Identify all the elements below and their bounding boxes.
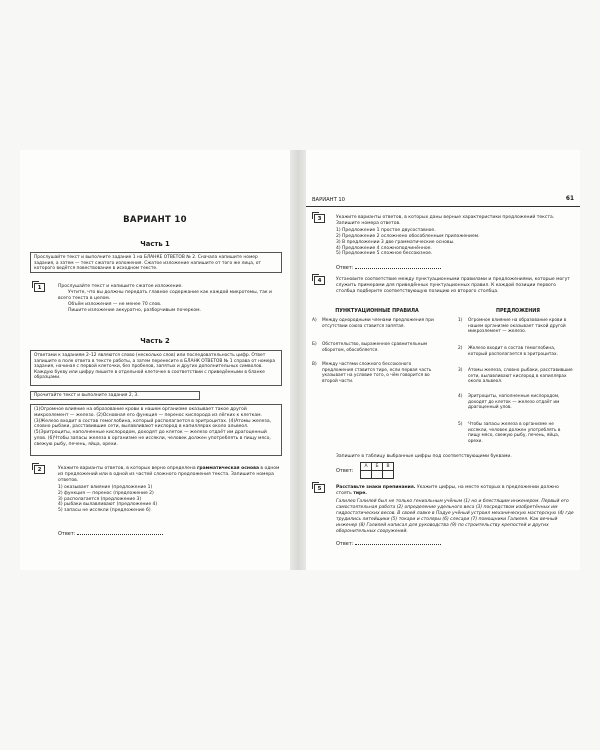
rule-text: Обстоятельство, выраженное сравнительным оборотом, обособляется. [322, 342, 428, 353]
task-number-1: 1 [34, 283, 45, 292]
task3-option: 3) В предложении 3 две грамматические основы. [336, 239, 455, 245]
task3-option: 4) Предложение 4 сложноподчинённое. [336, 245, 432, 251]
rule-item [312, 362, 444, 390]
task2-option: 4) рыбаки вылавливают (предложение 4) [58, 502, 158, 508]
answer-cell-b[interactable] [372, 471, 383, 479]
task2-answer [58, 530, 163, 537]
part1-instructions-text: Прослушайте текст и выполните задание 1 на БЛАНКЕ ОТВЕТОВ № 2. Сначала напишите номер задания, а затем — текст сжатого изложения. Сжатое изложение напишите от того же лица, от которого ведётся повествование в исходном тексте. [34, 255, 261, 272]
task3-prompt: Укажите варианты ответов, в которых даны верные характеристики предложений текста. Запишите номера ответов. [336, 215, 555, 226]
task-number-4: 4 [314, 276, 325, 285]
task1-line: Учтите, что вы должны передать главное содержание как каждой микротемы, так и всего текста в целом. [58, 289, 272, 301]
task1-line: Пишите изложение аккуратно, разборчивым почерком. [68, 307, 201, 313]
part2-instructions-text: Ответами к заданиям 2–12 являются слово (несколько слов) или последовательность цифр. Ответ запишите в поле ответа в тексте работы, а затем перенесите в БЛАНК ОТВЕТОВ № 1 справа от номера задания, начиная с первой клеточки, без пробелов, запятых и других дополнительных символов. Каждую букву или цифру пишите в отдельной клеточке в соответствии с приведёнными в бланке образцами. [34, 353, 276, 381]
sentence-text: Чтобы запасы железа в организме не иссякли, человек должен употреблять в пищу мясо, свежую рыбу, печень, яйца, орехи. [468, 422, 561, 444]
task3-option: 5) Предложение 5 сложное бессоюзное. [336, 251, 433, 257]
answer-cell-v[interactable] [383, 471, 394, 479]
table-header-a: А [361, 463, 372, 471]
table-header-v: В [383, 463, 394, 471]
task5-prompt-bold2: тире. [353, 490, 368, 496]
sentences-column-heading: ПРЕДЛОЖЕНИЯ [495, 309, 540, 314]
part1-heading: Часть 1 [140, 240, 170, 248]
task-number-3: 3 [314, 214, 325, 223]
table-instruction: Запишите в таблицу выбранные цифры под соответствующими буквами. [336, 454, 512, 459]
part2-heading: Часть 2 [140, 337, 170, 345]
answer-cell-a[interactable] [361, 471, 372, 479]
running-header [306, 196, 580, 207]
source-text: (1)Огромное влияние на образование крови в нашем организме оказывает такое другой микроэлемент — железо. (2)Основная его функция — перенос кислорода из лёгких к клеткам. (3)Железо входит в состав гемоглобина, который располагается в эритроцитах. (4)Атомы железа, словно рыбаки, расставившие сети, вылавливают кислород в капиллярах около альвеол. (5)Эритроциты, наполненные кислородом, доходят до клеток — железо отдаёт им драгоценный улов. (6)Чтобы запасы железа в организме не иссякли, человек должен употреблять в пищу мясо, свежую рыбу, печень, яйца, орехи. [34, 407, 272, 447]
sentence-number: 2) [458, 346, 463, 351]
part1-instructions [30, 252, 282, 273]
answer-label: Ответ: [336, 265, 354, 271]
task2-option: 2) функция — перенос (предложение 2) [58, 490, 154, 496]
read-instruction-text: Прочитайте текст и выполните задания 2, 3. [34, 393, 139, 398]
task1-body [58, 284, 280, 314]
page-number: 61 [565, 196, 574, 202]
sentence-item [458, 368, 576, 392]
task2-option: 1) оказывает влияние (предложение 1) [58, 484, 153, 490]
sentence-text: Эритроциты, наполненные кислородом, доходят до клеток — железо отдаёт им драгоценный улов. [468, 394, 560, 410]
task3-option: 1) Предложение 1 простое двусоставное. [336, 227, 436, 233]
answer-table [360, 462, 394, 479]
part2-instructions [30, 350, 282, 386]
sentence-text: Железо входит в состав гемоглобина, который располагается в эритроцитах. [468, 346, 558, 357]
sentence-text: Огромное влияние на образование крови в нашем организме оказывает такой другой микроэлемент — железо. [468, 318, 567, 334]
source-text-box [30, 404, 282, 456]
task3-answer [336, 264, 441, 271]
book-gutter [290, 150, 306, 570]
rule-item [312, 342, 444, 362]
running-header-title: ВАРИАНТ 10 [312, 197, 345, 203]
sentence-number: 3) [458, 368, 463, 373]
task5-answer-field[interactable] [355, 540, 441, 545]
task4-prompt: Установите соответствие между пунктуационными правилами и предложениями, которые могут служить примерами для приведённых пунктуационных правил. К каждой позиции первого столбца подберите соответствующую позицию из второго столбца. [336, 277, 570, 294]
sentence-number: 1) [458, 318, 463, 323]
task-number-5: 5 [314, 484, 325, 493]
answer-label: Ответ: [58, 531, 76, 537]
task5-text: Галилео Галилей был не только гениальным учёным (1) но и блестящим инженером. Первый его самостоятельная работа (2) определение удельного веса (3) посредством изобретённых им гидростатических весов. В своей лавке в Падуе учёный устроил механическую мастерскую (4) где трудились литейщики (5) токари и столяры (6) слесари (7) помощники Галилея. Как вечный инженер (8) Галилей написал для руководства (9) по строительству крепостей и других оборонительных сооружений. [336, 499, 574, 534]
answer-label: Ответ: [336, 541, 354, 547]
variant-title: ВАРИАНТ 10 [123, 215, 187, 225]
sentence-number: 4) [458, 394, 463, 399]
task3-body [336, 215, 574, 257]
sentence-number: 5) [458, 422, 463, 427]
task3-option: 2) Предложение 2 осложнено обособленным приложением. [336, 233, 480, 239]
sentence-item [458, 422, 576, 452]
sentence-item [458, 346, 576, 364]
rules-column-heading: ПУНКТУАЦИОННЫЕ ПРАВИЛА [335, 309, 419, 314]
sentence-text: Атомы железа, словно рыбаки, расставившие сети, вылавливают кислород в капиллярах около альвеол. [468, 368, 573, 384]
task2-option: 3) располагается (предложение 3) [58, 496, 142, 502]
task2-prompt-bold: грамматическая основа [197, 466, 259, 471]
read-instruction-box [30, 391, 200, 400]
task2-body [58, 466, 280, 514]
task4-answer-label: Ответ: [336, 468, 354, 474]
task5-prompt-text: Укажите цифры, на месте которых в предложении должно стоять [336, 485, 559, 496]
task2-prompt-b: в одном из предложений или в одной из частей сложного предложения текста. Запишите номера ответов. [58, 466, 280, 483]
task3-answer-field[interactable] [355, 264, 441, 269]
sentence-item [458, 394, 576, 420]
task5-answer [336, 540, 441, 547]
task5-prompt-bold: Расставьте знаки препинания. [336, 485, 416, 490]
task-number-2: 2 [34, 465, 45, 474]
task1-line: Объём изложения — не менее 70 слов. [68, 301, 162, 307]
table-header-b: Б [372, 463, 383, 471]
rule-letter: В) [312, 362, 317, 367]
task2-option: 5) запасы не иссякли (предложение 6) [58, 508, 151, 514]
rule-text: Между однородными членами предложения при отсутствии союза ставится запятая. [322, 318, 434, 329]
task1-line: Прослушайте текст и напишите сжатое изложение. [58, 284, 183, 289]
task5-prompt [336, 485, 574, 497]
rule-letter: Б) [312, 342, 317, 347]
rule-letter: А) [312, 318, 317, 323]
task2-answer-field[interactable] [77, 530, 163, 535]
task2-prompt-a: Укажите варианты ответов, в которых верно определена [58, 466, 198, 471]
rule-text: Между частями сложного бессоюзного предложения ставится тире, если первая часть указывает на условие того, о чём говорится во второй части. [322, 362, 432, 384]
rule-item [312, 318, 444, 342]
sentence-item [458, 318, 576, 344]
